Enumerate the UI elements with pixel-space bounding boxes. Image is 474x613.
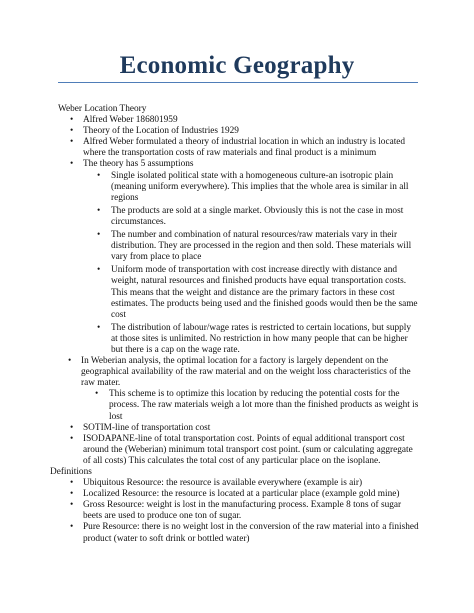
definitions-list [58,478,420,545]
weberian-list [58,356,420,423]
title-underline [58,82,418,83]
sub-list-item: • Single isolated political state with a homogeneous culture-an isotropic plain (meaning uniform everywhere). This implies that the whole area is similar in all regions [83,171,420,204]
list-item: • Alfred Weber formulated a theory of industrial location in which an industry is located where the transportation costs of raw materials and final product is a minimum [58,137,420,159]
section-heading-weber: Weber Location Theory [58,104,147,114]
document-body [50,104,420,545]
definition-item: • Pure Resource: there is no weight lost in the conversion of the raw material into a finished product (water to soft drink or bottled water) [58,522,420,544]
weber-list [58,115,420,356]
sub-list-item: • This scheme is to optimize this location by reducing the potential costs for the process. The raw materials weigh a lot more than the finished products as weight is lost [81,389,420,422]
list-item: • Theory of the Location of Industries 1929 [58,126,420,137]
definition-item: • Localized Resource: the resource is located at a particular place (example gold mine) [58,489,420,500]
list-item-assumptions [58,159,420,356]
sub-list-item: • The distribution of labour/wage rates is restricted to certain locations, but supply at those sites is unlimited. No restriction in how many people that can be higher but there is a cap on the wage rate. [83,323,420,356]
section-heading-definitions: Definitions [50,467,92,477]
sub-list-item: • The products are sold at a single market. Obviously this is not the case in most circumstances. [83,206,420,228]
transport-lines-list [58,423,420,467]
list-item-text: The theory has 5 assumptions [83,159,194,170]
page-title: Economic Geography [119,52,355,79]
sub-list-item: • The number and combination of natural resources/raw materials vary in their distribution. They are processed in the region and then sold. These materials will vary from place to place [83,230,420,263]
sub-list-item: • Uniform mode of transportation with cost increase directly with distance and weight, natural resources and finished products have equal transportation costs. This means that the weight and distance are the primary factors in these cost estimates. The products being used and the finished goods would then be the same cost [83,265,420,320]
weberian-sub-list [81,389,420,422]
definition-item: • Ubiquitous Resource: the resource is available everywhere (example is air) [58,478,420,489]
list-item: • ISODAPANE-line of total transportation cost. Points of equal additional transport cost around the (Weberian) minimum total transport cost point. (sum or calculating aggregate of all costs) This calculates the total cost of any particular place on the isoplane. [58,434,420,467]
assumptions-list [83,171,420,357]
definition-item: • Gross Resource: weight is lost in the manufacturing process. Example 8 tons of sugar beets are used to produce one ton of sugar. [58,500,420,522]
list-item-text: In Weberian analysis, the optimal location for a factory is largely dependent on the geographical availability of the raw material and on the weight loss characteristics of the raw mater. [81,356,411,389]
list-item: • SOTIM-line of transportation cost [58,423,420,434]
list-item-weberian [58,356,420,423]
list-item: • Alfred Weber 186801959 [58,115,420,126]
